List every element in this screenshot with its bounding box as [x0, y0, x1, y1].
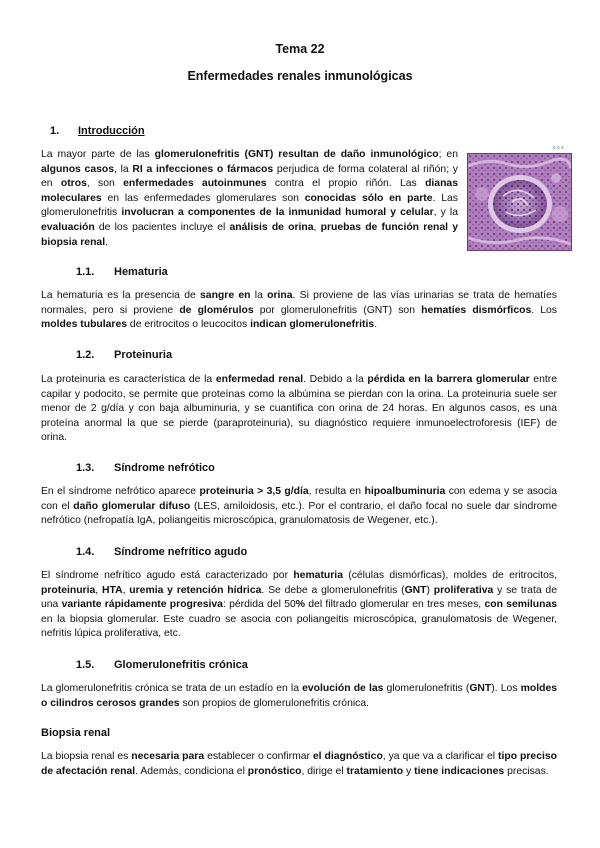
text-run: , ya que va a clarificar el: [382, 751, 499, 762]
text-run: ). Los: [491, 683, 521, 694]
biopsia-heading: Biopsia renal: [41, 727, 111, 739]
paragraph-nefrotico: [41, 485, 557, 529]
bold-run: RI a infecciones o fármacos: [132, 163, 274, 175]
bold-run: proliferativa: [433, 584, 494, 596]
bold-run: tiene indicaciones: [414, 765, 505, 777]
bold-run: hematuria: [293, 570, 343, 581]
text-run: perjudica de forma colateral al riñón; y en: [41, 163, 458, 190]
bold-run: hematíes dismórficos: [421, 304, 532, 316]
text-run: . Si proviene de las vías urinarias se trata de hematíes normales, pero si proviene: [41, 290, 557, 316]
text-run: , y la: [433, 207, 458, 219]
bold-run: necesaria para: [131, 751, 205, 762]
text-run: son propios de glomerulonefritis crónica.: [179, 697, 370, 709]
section-number: 1.2.: [76, 349, 95, 361]
bold-run: hipoalbuminuria: [364, 486, 446, 497]
bold-run: variante rápidamente progresiva: [61, 599, 223, 611]
text-run: La biopsia renal es: [41, 751, 132, 762]
paragraph-intro: [41, 148, 458, 250]
section-heading-hematuria: [76, 266, 168, 278]
section-title: Síndrome nefrítico agudo: [114, 546, 248, 558]
text-run: de los pacientes incluye el: [94, 221, 230, 233]
bold-run: pronóstico: [247, 765, 302, 777]
section-heading-proteinuria: [76, 349, 172, 361]
bold-run: el diagnóstico: [312, 751, 383, 762]
text-run: de eritrocitos o leucocitos: [127, 319, 251, 331]
bold-run: indican glomerulonefritis: [250, 319, 375, 331]
paragraph-hematuria: [41, 289, 557, 333]
text-run: . Se debe a glomerulonefritis (: [261, 584, 405, 596]
text-run: . Las glomerulonefritis: [41, 192, 458, 219]
section-number: 1.3.: [76, 462, 95, 474]
section-title: Proteinuria: [114, 349, 173, 361]
doc-subtitle: Enfermedades renales inmunológicas: [187, 69, 413, 83]
section-heading-cronica: [76, 659, 248, 671]
text-run: (LES, amiloidosis, etc.). Por el contrario, el daño focal no suele dar síndrome nefrótico (nefropatía IgA, poliangeitis microscópica, granulomatosis de Wegener, etc.).: [41, 500, 557, 527]
bold-run: involucran a componentes de la inmunidad humoral y celular: [121, 207, 434, 219]
bold-run: con semilunas: [484, 599, 558, 611]
section-title: Síndrome nefrótico: [114, 462, 215, 474]
section-number: 1.5.: [76, 659, 95, 671]
text-run: (células dismórficas), moldes de eritrocitos,: [342, 570, 557, 581]
text-run: ,: [122, 584, 130, 596]
bold-run: pruebas de función renal y biopsia renal: [41, 221, 458, 248]
bold-run: evaluación: [41, 221, 95, 233]
bold-run: pérdida en la barrera glomerular: [367, 374, 530, 385]
text-run: por glomerulonefritis (GNT) son: [253, 304, 422, 316]
bold-run: otros: [60, 178, 87, 190]
text-run: y: [403, 765, 415, 777]
bold-run: enfermedad renal: [215, 374, 304, 385]
doc-title: Tema 22: [275, 42, 325, 56]
bold-run: GNT: [469, 683, 492, 694]
text-run: del filtrado glomerular en tres meses,: [305, 599, 485, 611]
bold-run: análisis de orina: [229, 221, 314, 233]
bold-run: algunos casos: [41, 163, 115, 175]
bold-run: conocidas sólo en parte: [304, 192, 433, 204]
text-run: ,: [95, 584, 102, 596]
section-number: 1.1.: [76, 266, 95, 278]
text-run: en las enfermedades glomerulares son: [101, 192, 305, 204]
section-number: 1.4.: [76, 546, 95, 558]
bold-run: moldes tubulares: [41, 319, 128, 331]
section-title: Introducción: [78, 125, 145, 137]
paragraph-biopsia: [41, 750, 557, 779]
bold-run: orina: [267, 290, 293, 301]
text-run: El síndrome nefrítico agudo está caracterizado por: [41, 570, 294, 581]
paragraph-proteinuria: [41, 373, 557, 446]
section-heading-nefrotico: [76, 462, 215, 474]
text-run: , son: [86, 178, 124, 190]
text-run: La mayor parte de las: [41, 149, 155, 160]
text-run: contra el propio riñón. Las: [266, 178, 426, 190]
bold-run: moldes o cilindros cerosos grandes: [41, 683, 558, 709]
bold-run: sangre en: [200, 290, 251, 301]
text-run: La proteinuria es característica de la: [41, 374, 216, 385]
text-run: en la biopsia glomerular. Este cuadro se asocia con poliangeitis microscópica, granulomatosis de Wegener, nefritis lúpica proliferativa, etc.: [41, 613, 557, 640]
text-run: ,: [313, 221, 321, 233]
text-run: , la: [114, 163, 133, 175]
bold-run: proteinuria: [41, 584, 96, 596]
text-run: , dirige el: [301, 765, 347, 777]
text-run: En el síndrome nefrótico aparece: [41, 486, 200, 497]
text-run: precisas.: [504, 765, 549, 777]
text-run: , resulta en: [308, 486, 365, 497]
bold-run: proteinuria > 3,5 g/día: [199, 486, 309, 497]
text-run: glomerulonefritis (: [383, 683, 470, 694]
text-run: ; en: [438, 149, 458, 160]
bold-run: dianas moleculares: [41, 178, 458, 204]
glomerulus-micrograph: [468, 154, 571, 250]
text-run: La glomerulonefritis crónica se trata de un estadío en la: [41, 683, 303, 694]
section-title: Glomerulonefritis crónica: [114, 659, 248, 671]
figure-caption: © © ©: [553, 145, 565, 150]
bold-run: uremia y retención hídrica: [129, 584, 262, 596]
text-run: .: [105, 236, 108, 248]
bold-run: daño glomerular difuso: [73, 500, 191, 512]
paragraph-nefritico: [41, 569, 557, 642]
paragraph-cronica: [41, 682, 557, 711]
bold-run: de glomérulos: [179, 304, 254, 316]
text-run: : pérdida del 50: [222, 599, 296, 611]
bold-run: %: [295, 599, 305, 611]
bold-run: HTA: [101, 584, 123, 596]
bold-run: evolución de las: [302, 683, 384, 694]
text-run: . Además, condiciona el: [135, 765, 248, 777]
text-run: .: [374, 319, 378, 331]
bold-run: glomerulonefritis (GNT) resultan de daño inmunológico: [154, 149, 439, 160]
bold-run: tratamiento: [346, 765, 404, 777]
bold-run: GNT: [404, 584, 427, 596]
text-run: La hematuria es la presencia de: [41, 290, 201, 301]
text-run: con edema y se asocia con el: [41, 486, 557, 512]
text-run: establecer o confirmar: [204, 751, 313, 762]
section-number: 1.: [50, 125, 60, 137]
bold-run: tipo preciso de afectación renal: [41, 751, 557, 777]
section-heading-nefritico: [76, 546, 247, 558]
section-title: Hematuria: [114, 266, 168, 278]
histology-image: [467, 153, 572, 251]
text-run: . Debido a la: [303, 374, 368, 385]
section-heading-intro: [50, 125, 145, 137]
text-run: entre capilar y podocito, se permite que proteínas como la albúmina se pierdan con la orina. La proteinuria suele ser menor de 2 g/día y con baja albuminuria, y se cuantifica con orina de 24 horas. En algunos casos, es una proteína anormal la que se pierde (paraproteinuria), su diagnóstico requiere inmunoelectroforesis (IEF) de orina.: [41, 374, 557, 444]
text-run: la: [250, 290, 268, 301]
text-run: . Los: [531, 304, 557, 316]
text-run: y se trata de una: [41, 584, 557, 611]
text-run: ): [426, 584, 434, 596]
bold-run: enfermedades autoinmunes: [123, 178, 267, 190]
